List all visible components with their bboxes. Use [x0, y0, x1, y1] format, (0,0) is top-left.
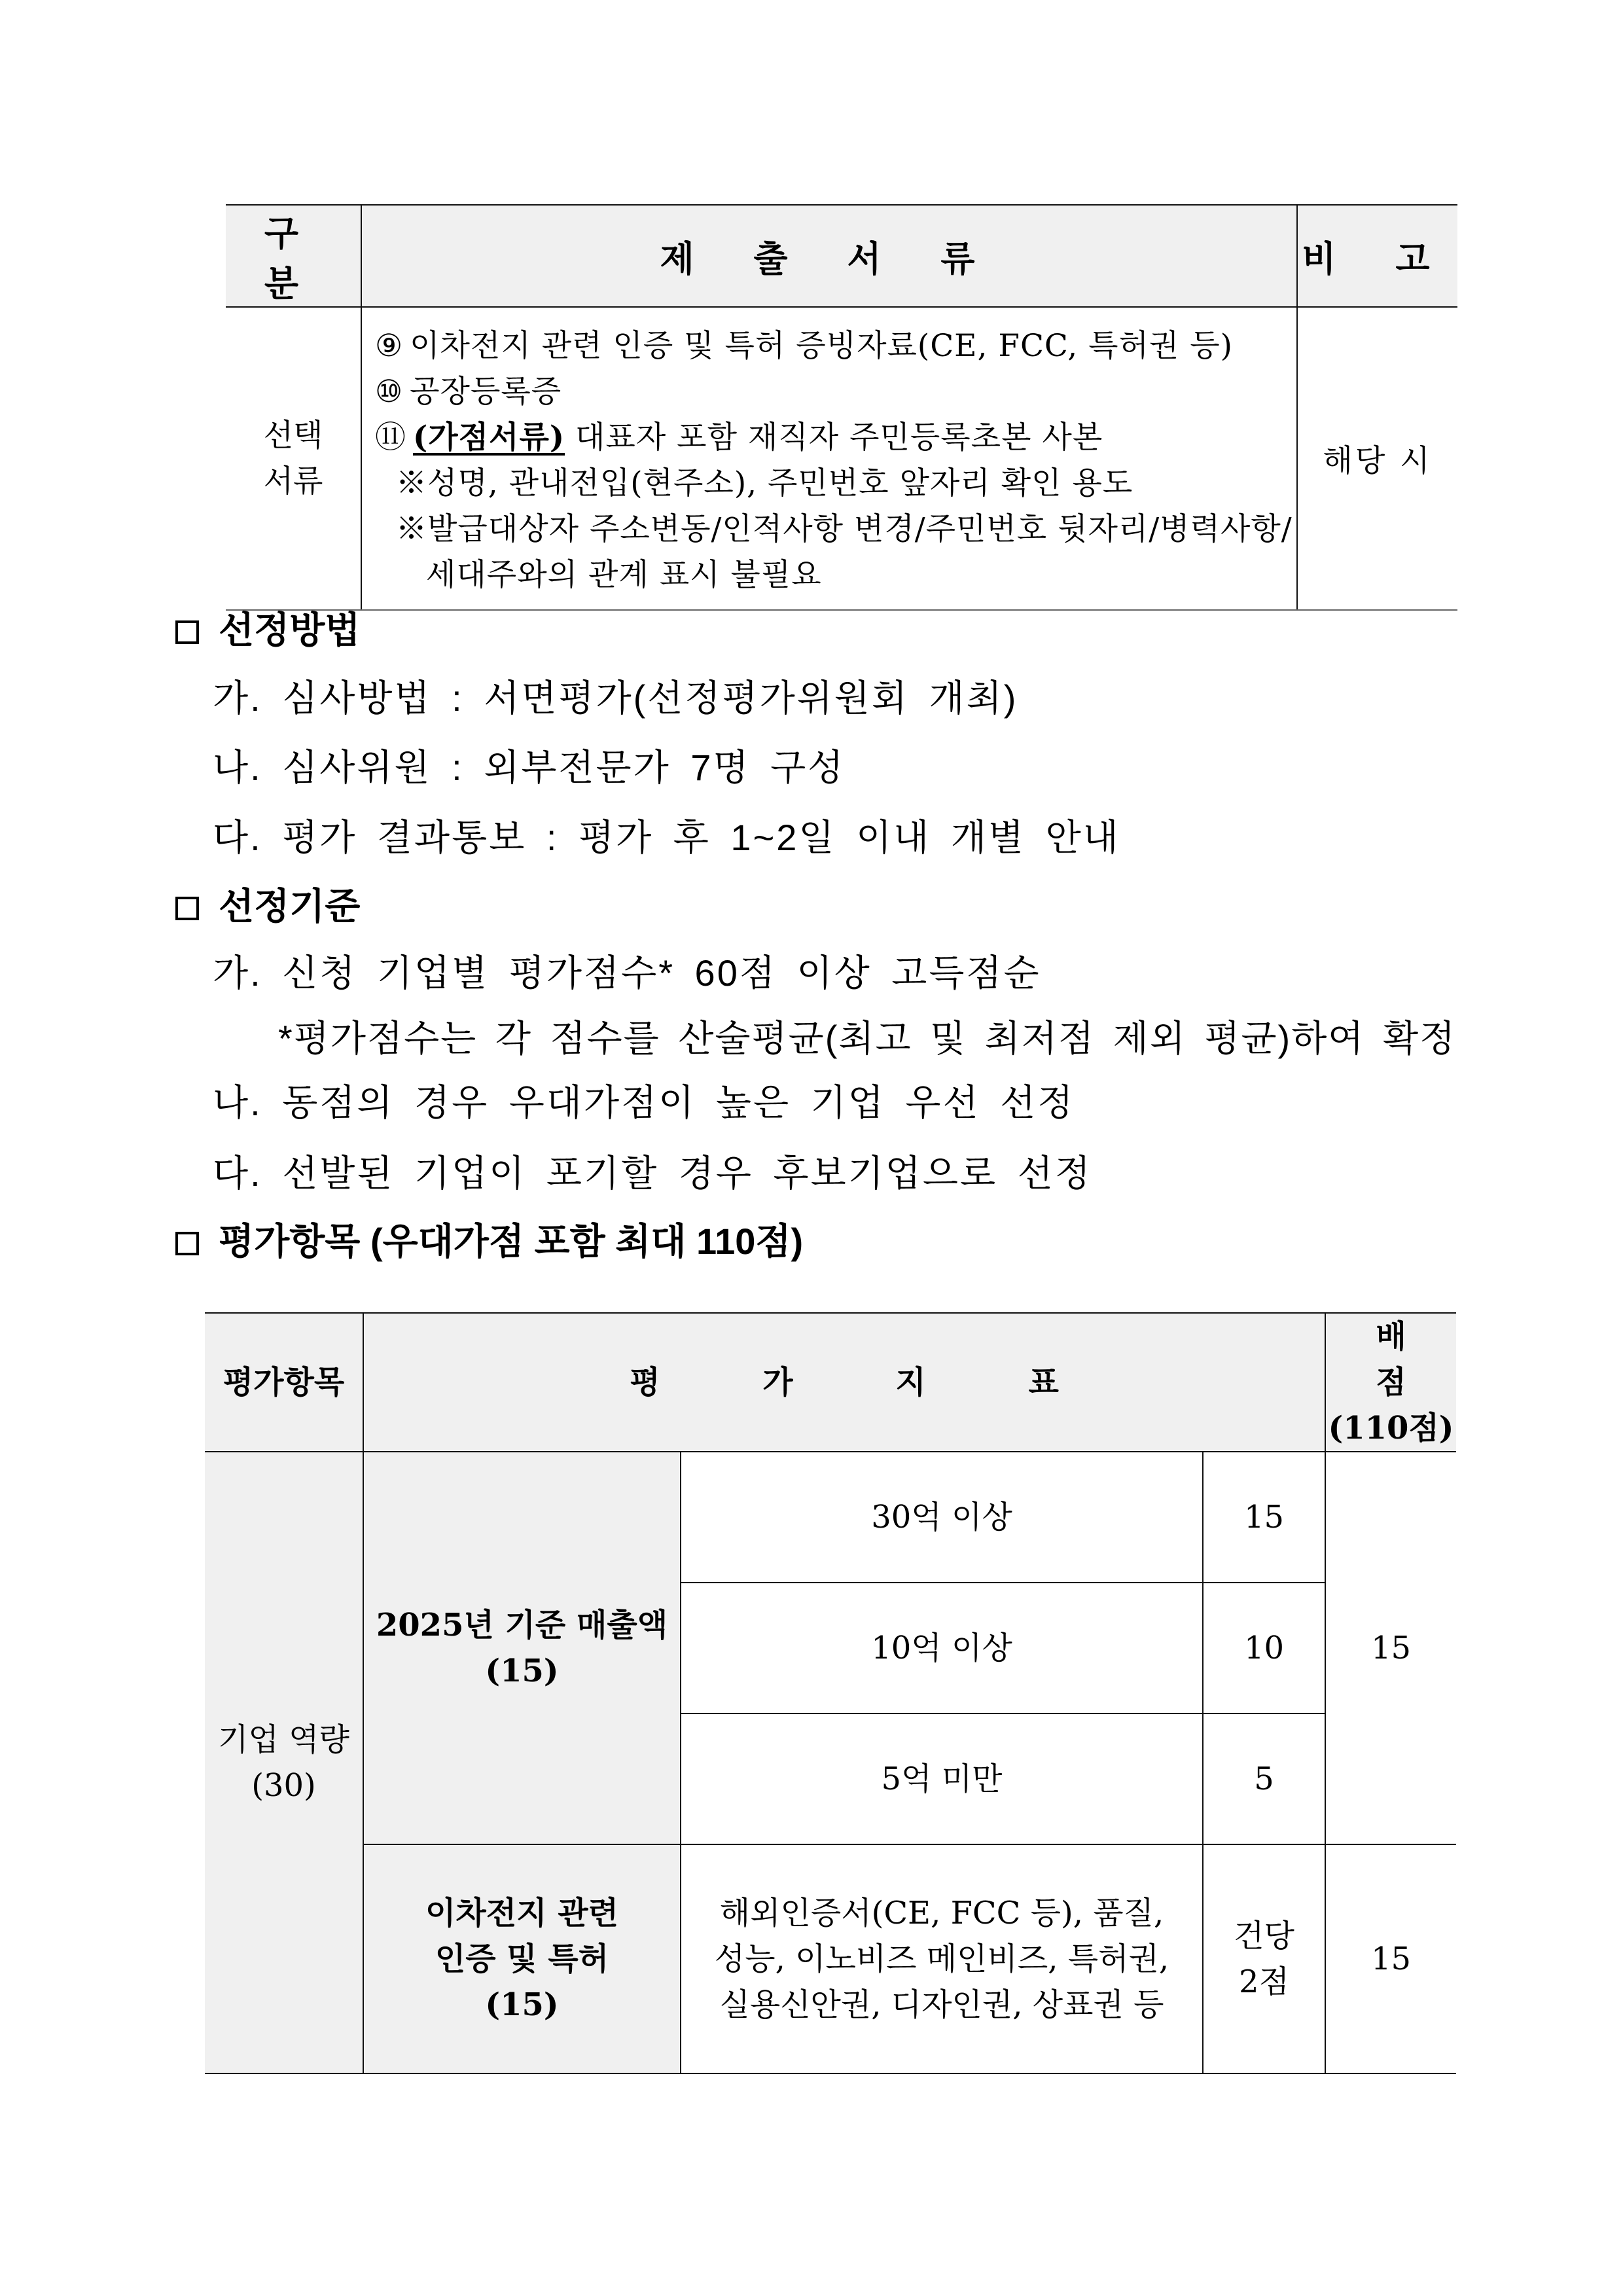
category-cell	[226, 307, 361, 610]
header-evaluation-indicator	[363, 1313, 1325, 1452]
criteria-score: 10	[1203, 1583, 1325, 1713]
table-row	[226, 307, 1457, 610]
sub-item-points: (15)	[485, 1653, 559, 1689]
checkbox-square-icon	[175, 620, 199, 644]
header-documents: 제 출 서 류	[361, 205, 1297, 307]
document-item-9	[375, 323, 1296, 369]
sub-item-name-line: 이차전지 관련	[425, 1895, 618, 1931]
list-item: 가. 신청 기업별 평가점수* 60점 이상 고득점순	[213, 952, 1041, 994]
section-heading-evaluation-items	[175, 1219, 803, 1265]
list-item: 나. 심사위원 : 외부전문가 7명 구성	[213, 747, 846, 788]
checkbox-square-icon	[175, 897, 199, 920]
table-row	[205, 1452, 1456, 1583]
document-text: 공장등록증	[410, 373, 562, 410]
criteria-score: 15	[1203, 1452, 1325, 1583]
table-row	[205, 1844, 1456, 2073]
bonus-document-label: (가점서류)	[413, 419, 565, 456]
category-name: 기업 역량	[218, 1721, 349, 1758]
category-line: 서류	[263, 463, 323, 499]
criteria-line: 실용신안권, 디자인권, 상표권 등	[719, 1986, 1164, 2023]
score-line: 2점	[1239, 1964, 1289, 2000]
sub-item-cell	[363, 1844, 681, 2073]
section-title: 선정기준	[219, 886, 361, 927]
section-heading-selection-method	[175, 607, 360, 653]
score-line: 건당	[1234, 1918, 1294, 1954]
criteria-label: 5억 미만	[681, 1713, 1203, 1844]
header-score	[1325, 1313, 1456, 1452]
criteria-score	[1203, 1844, 1325, 2073]
circled-number: ⑩	[375, 373, 404, 410]
category-points: (30)	[251, 1767, 316, 1804]
section-heading-selection-criteria	[175, 884, 360, 929]
header-indicator-text: 평 가 지 표	[630, 1364, 1105, 1401]
document-item-11	[375, 415, 1296, 461]
checkbox-square-icon	[175, 1232, 199, 1255]
category-line: 선택	[263, 417, 323, 454]
evaluation-criteria-table	[205, 1312, 1456, 2074]
list-item: 가. 심사방법 : 서면평가(선정평가위원회 개최)	[213, 677, 1018, 719]
sub-item-cell	[363, 1452, 681, 1844]
header-evaluation-item: 평가항목	[205, 1313, 363, 1452]
section-title: 평가항목 (우대가점 포함 최대 110점)	[219, 1221, 804, 1262]
sub-item-name-line: 인증 및 특허	[435, 1941, 609, 1977]
table-header-row	[226, 205, 1457, 307]
document-text: 이차전지 관련 인증 및 특허 증빙자료(CE, FCC, 특허권 등)	[410, 327, 1233, 364]
header-category: 구 분	[226, 205, 361, 307]
category-cell	[205, 1452, 363, 2073]
circled-number: ⑨	[375, 327, 404, 364]
criteria-line: 성능, 이노비즈 메인비즈, 특허권,	[714, 1941, 1169, 1977]
list-item: 나. 동점의 경우 우대가점이 높은 기업 우선 선정	[213, 1082, 1075, 1123]
sub-item-total: 15	[1325, 1452, 1456, 1844]
sub-item-name: 2025년 기준 매출액	[376, 1607, 668, 1643]
document-text: 대표자 포함 재직자 주민등록초본 사본	[565, 419, 1103, 456]
criteria-score: 5	[1203, 1713, 1325, 1844]
criteria-label: 30억 이상	[681, 1452, 1203, 1583]
footnote: *평가점수는 각 점수를 산술평균(최고 및 최저점 제외 평균)하여 확정	[278, 1018, 1457, 1059]
document-note: ※성명, 관내전입(현주소), 주민번호 앞자리 확인 용도	[396, 465, 1133, 501]
criteria-line: 해외인증서(CE, FCC 등), 품질,	[719, 1895, 1164, 1931]
criteria-description	[681, 1844, 1203, 2073]
list-item: 다. 선발된 기업이 포기할 경우 후보기업으로 선정	[213, 1153, 1092, 1194]
header-remarks: 비 고	[1297, 205, 1457, 307]
documents-cell	[361, 307, 1297, 610]
remark-cell: 해당 시	[1297, 307, 1457, 610]
circled-number: ⑪	[375, 419, 406, 456]
criteria-label: 10억 이상	[681, 1583, 1203, 1713]
table-header-row	[205, 1313, 1456, 1452]
submission-documents-table	[226, 204, 1457, 611]
sub-item-points: (15)	[485, 1986, 559, 2023]
document-item-10	[375, 369, 1296, 415]
document-note: 세대주와의 관계 표시 불필요	[426, 556, 822, 593]
header-score-line: 배 점	[1376, 1318, 1439, 1401]
sub-item-total: 15	[1325, 1844, 1456, 2073]
list-item: 다. 평가 결과통보 : 평가 후 1~2일 이내 개별 안내	[213, 817, 1120, 858]
document-note: ※발급대상자 주소변동/인적사항 변경/주민번호 뒷자리/병력사항/	[396, 511, 1293, 547]
header-score-total: (110점)	[1328, 1410, 1454, 1446]
section-title: 선정방법	[219, 609, 361, 651]
